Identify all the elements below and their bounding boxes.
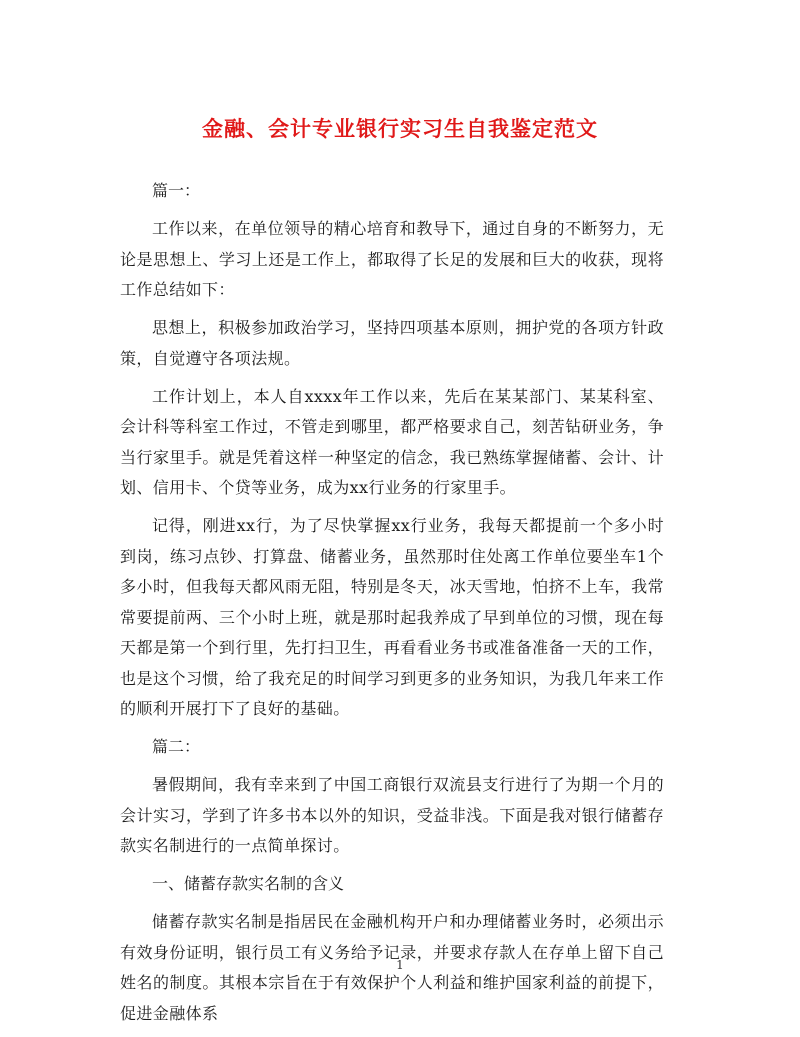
paragraph: 工作以来，在单位领导的精心培育和教导下，通过自身的不断努力，无论是思想上、学习上还是工作上，都取得了长足的发展和巨大的收获，现将工作总结如下：: [120, 219, 664, 299]
section-label-part-two: 篇二：: [152, 737, 201, 756]
section-heading: 一、储蓄存款实名制的含义: [152, 874, 345, 893]
paragraph: 记得，刚进xx行，为了尽快掌握xx行业务，我每天都提前一个多小时到岗，练习点钞、打算盘、储蓄业务，虽然那时住处离工作单位要坐车1个多小时，但我每天都风雨无阻，特别是冬天，冰天雪地，怕挤不上车，我常常要提前两、三个小时上班，就是那时起我养成了早到单位的习惯，现在每天都是第一个到行里，先打扫卫生，再看看业务书或准备准备一天的工作，也是这个习惯，给了我充足的时间学习到更多的业务知识，为我几年来工作的顺利开展打下了良好的基础。: [120, 516, 664, 718]
document-body: [120, 176, 664, 1037]
paragraph: 储蓄存款实名制是指居民在金融机构开户和办理储蓄业务时，必须出示有效身份证明，银行员工有义务给予记录，并要求存款人在存单上留下自己姓名的制度。其根本宗旨在于有效保护个人利益和维护国家利益的前提下，促进金融体系: [120, 912, 664, 1023]
paragraph: 思想上，积极参加政治学习，坚持四项基本原则，拥护党的各项方针政策，自觉遵守各项法规。: [120, 318, 664, 368]
document-title: 金融、会计专业银行实习生自我鉴定范文: [202, 116, 598, 141]
paragraph: 工作计划上，本人自xxxx年工作以来，先后在某某部门、某某科室、会计科等科室工作过，不管走到哪里，都严格要求自己，刻苦钻研业务，争当行家里手。就是凭着这样一种坚定的信念，我已熟练掌握储蓄、会计、计划、信用卡、个贷等业务，成为xx行业务的行家里手。: [120, 386, 664, 497]
page-number: 1: [396, 958, 404, 972]
section-label-part-one: 篇一：: [152, 181, 201, 200]
paragraph: 暑假期间，我有幸来到了中国工商银行双流县支行进行了为期一个月的会计实习，学到了许多书本以外的知识，受益非浅。下面是我对银行储蓄存款实名制进行的一点简单探讨。: [120, 775, 664, 855]
